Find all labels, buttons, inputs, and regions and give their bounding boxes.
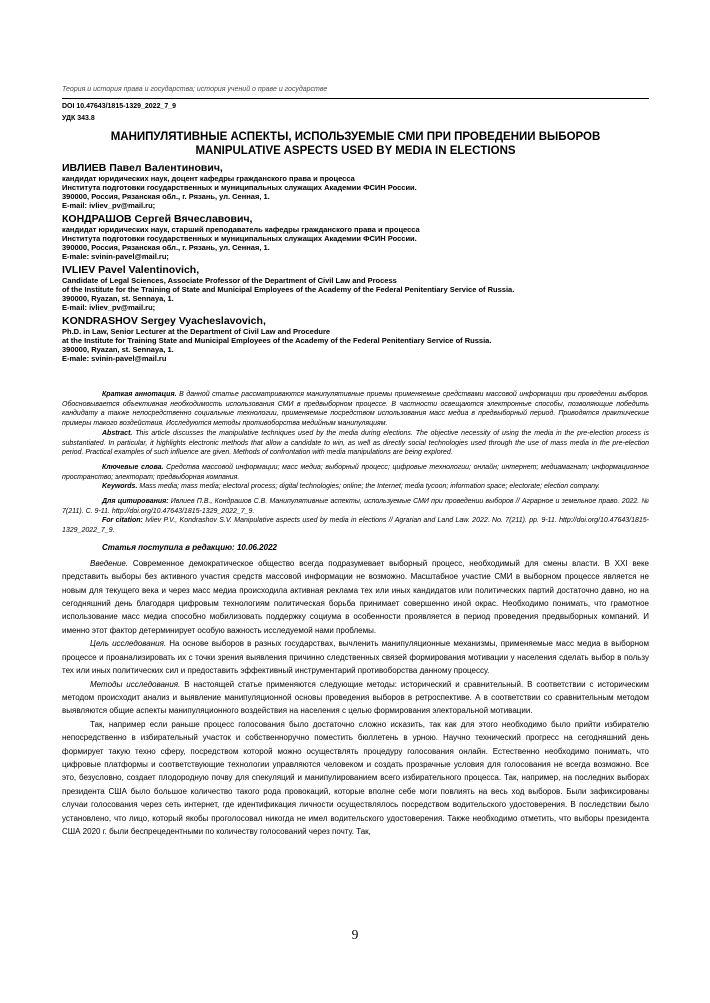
citation-en-label: For citation: bbox=[102, 517, 143, 525]
paragraph-goal bbox=[62, 637, 649, 677]
paragraph-text: На основе выборов в разных государствах, вычленить манипуляционные механизмы, применяемые масс медиа в выборном процессе и проанализировать их с точки зрения выявления причинно следственных связей формирования мотивации у населения сделать выбор в пользу тех или иных политических сил и предоставить эффективный инструментарий противоборства данному процессу. bbox=[62, 639, 649, 676]
author-detail-line: Candidate of Legal Sciences, Associate Professor of the Department of Civil Law and Process bbox=[62, 276, 397, 285]
keywords-ru-label: Ключевые слова. bbox=[102, 463, 164, 471]
citation-ru bbox=[62, 497, 649, 516]
paragraph-methods bbox=[62, 678, 649, 718]
article-body bbox=[62, 557, 649, 839]
author-email-line: E-male: svinin-pavel@mail.ru; bbox=[62, 252, 169, 261]
author-name: IVLIEV Pavel Valentinovich, bbox=[62, 264, 200, 276]
abstract-ru-text: В данной статье рассматриваются манипулятивные приемы применяемые средствами массовой информации при проведении выборов. Обосновывается объективная необходимость использования СМИ в предвыборном процессе. В частности освещаются электронные способы, позволяющие победить кандидату а также непосредственно социальные технологии, применяемые посредством использования масс медиа в предвыборный период. Приводятся практические примеры такого воздействия. Исследуются методы противоборства медийным манипуляциям. bbox=[62, 391, 649, 428]
received-date: Статья поступила в редакцию: 10.06.2022 bbox=[102, 542, 277, 552]
author-name: KONDRASHOV Sergey Vyacheslavovich, bbox=[62, 315, 266, 327]
paragraph-discussion bbox=[62, 718, 649, 839]
citation-ru-text: Ивлиев П.В., Кондрашов С.В. Манипулятивные аспекты, используемые СМИ при проведении выборов // Аграрное и земельное право. 2022. № 7(211). С. 9-11. http://doi.org/10.47643/1815-1329_2022_7_9. bbox=[62, 498, 649, 515]
author-detail-line: 390000, Ryazan, st. Sennaya, 1. bbox=[62, 294, 174, 303]
paragraph-lead: Методы исследования. bbox=[90, 679, 181, 689]
author-detail-line: Института подготовки государственных и муниципальных служащих Академии ФСИН России. bbox=[62, 183, 417, 192]
udk-label: УДК 343.8 bbox=[62, 115, 95, 122]
keywords-en-label: Keywords. bbox=[102, 483, 138, 491]
running-head: Теория и история права и государства; история учений о праве и государстве bbox=[62, 86, 328, 93]
abstract-ru-label: Краткая аннотация. bbox=[102, 391, 177, 398]
author-email-line: E-mail: ivliev_pv@mail.ru; bbox=[62, 201, 156, 210]
authors-section bbox=[62, 162, 649, 363]
author-detail-line: at the Institute for Training State and Municipal Employees of the Academy of the Federal Penitentiary Service of Russia. bbox=[62, 336, 492, 345]
author-detail-line: Института подготовки государственных и муниципальных служащих Академии ФСИН России. bbox=[62, 234, 417, 243]
page-number: 9 bbox=[351, 927, 359, 942]
abstract-section bbox=[62, 390, 649, 536]
author-detail-line: кандидат юридических наук, старший преподаватель кафедры гражданского права и процесса bbox=[62, 225, 420, 234]
author-en-ivliev bbox=[62, 264, 649, 312]
author-en-kondrashov bbox=[62, 315, 649, 363]
paragraph-lead: Цель исследования. bbox=[90, 639, 167, 649]
citation-en bbox=[62, 516, 649, 535]
doi-label: DOI 10.47643/1815-1329_2022_7_9 bbox=[62, 103, 177, 110]
author-detail-line: 390000, Россия, Рязанская обл., г. Рязань, ул. Сенная, 1. bbox=[62, 192, 270, 201]
abstract-en-text: This article discusses the manipulative techniques used by the media during elections. The objective necessity of using the media in the pre-election process is substantiated. In particular, it highlights electronic methods that allow a candidate to win, as well as directly social technologies used through the use of mass media in the pre-election period. Practical examples of such influence are given. Methods of confrontation with media manipulations are being explored. bbox=[62, 429, 649, 457]
abstract-en-label: Abstract. bbox=[102, 429, 133, 437]
author-name: КОНДРАШОВ Сергей Вячеславович, bbox=[62, 213, 253, 225]
author-detail-line: 390000, Ryazan, st. Sennaya, 1. bbox=[62, 345, 174, 354]
header-rule bbox=[62, 98, 649, 99]
paragraph-text: Современное демократическое общество всегда подразумевает выборный процесс, необходимый для смены власти. В XXI веке представить выборы без активного участия средств массовой информации не возможно. Масштабное участие СМИ в выборном процессе является не новым для текущего века и через масс медиа происходила активная реклама тех или иных кандидатов или политических партий достаточно давно, но на сегодняшний день благодаря цифровым технологиям политическая борьба принимает совершенно иной окрас. Необходимо понимать, что грамотное использование масс медиа способно мобилизовать поддержку социума в особенности проявляется в период проведения предвыборных компаний. И именно этот фактор детерминирует особую важность исследуемой нами проблемы. bbox=[62, 558, 650, 635]
author-ru-kondrashov bbox=[62, 213, 649, 261]
author-ru-ivliev bbox=[62, 162, 649, 210]
author-email-line: E-mail: ivliev_pv@mail.ru; bbox=[62, 303, 156, 312]
abstract-en bbox=[62, 429, 649, 458]
keywords-en bbox=[62, 482, 649, 492]
keywords-en-text: Mass media; mass media; electoral process; digital technologies; online; the Internet; media tycoon; information space; electorate; election company. bbox=[139, 483, 600, 491]
keywords-ru bbox=[62, 463, 649, 482]
citation-en-text: Ivliev P.V., Kondrashov S.V. Manipulative aspects used by media in elections // Agrarian and Land Law. 2022. No. 7(211). pp. 9-11. http://doi.org/10.47643/1815-1329_2022_7_9. bbox=[62, 517, 649, 535]
author-detail-line: Ph.D. in Law, Senior Lecturer at the Department of Civil Law and Procedure bbox=[62, 327, 331, 336]
author-detail-line: 390000, Россия, Рязанская обл., г. Рязань, ул. Сенная, 1. bbox=[62, 243, 270, 252]
citation-ru-label: Для цитирования: bbox=[102, 498, 169, 506]
keywords-ru-text: Средства массовой информации; масс медиа; выборный процесс; цифровые технологии; онлайн; интернет; медиамагнат; информационное пространство; электорат; предвыборная компания. bbox=[62, 463, 649, 481]
author-email-line: E-male: svinin-pavel@mail.ru bbox=[62, 354, 167, 363]
article-title-ru: МАНИПУЛЯТИВНЫЕ АСПЕКТЫ, ИСПОЛЬЗУЕМЫЕ СМИ ПРИ ПРОВЕДЕНИИ ВЫБОРОВ bbox=[110, 131, 601, 143]
author-detail-line: кандидат юридических наук, доцент кафедры гражданского права и процесса bbox=[62, 174, 355, 183]
article-title-en: MANIPULATIVE ASPECTS USED BY MEDIA IN ELECTIONS bbox=[195, 145, 516, 157]
abstract-ru bbox=[62, 390, 649, 429]
paragraph-text: Так, например если раньше процесс голосования было достаточно сложно исказить, так как для этого необходимо было прийти избирателю непосредственно в избирательный участок и собственноручно поместить бюллетень в урною. Научно технический прогресс на сегодняшний день формирует такую техно сферу, посредством которой можно осуществлять процедуру голосования онлайн. Естественно необходимо понимать, что цифровые платформы и соответствующие технологии управляются человеком и создать прозрачные условия для голосования не всегда возможно. Все это, безусловно, создает плодородную почву для спекуляций и манипулированием всего избирательного процесса. Так, например, на последних выборах президента США было большое количество такого рода провокаций, которые вполне себе моги повлиять на весь ход выборов. Были зафиксированы случаи голосования через сеть интернет, где идентификация личности осуществлялось посредством водительского удостоверения. В последствии было установлено, что лицо, который якобы проголосовал никогда не имел водительского удостоверения. Также необходимо отметить, что выборы президента США 2020 г. были беспрецедентными по количеству голосований через почту. Так, bbox=[62, 719, 649, 836]
author-detail-line: of the Institute for the Training of State and Municipal Employees of the Academy of the Federal Penitentiary Service of Russia. bbox=[62, 285, 515, 294]
paragraph-introduction bbox=[62, 557, 649, 637]
author-name: ИВЛИЕВ Павел Валентинович, bbox=[62, 162, 223, 174]
paragraph-lead: Введение. bbox=[90, 558, 129, 568]
paragraph-text: В настоящей статье применяются следующие методы: исторический и сравнительный. В соответствии с историческим методом происходит анализ и выявление манипуляционной основы проведения выборов в ретроспективе. А в соответствии со сравнительным методом выявляются общие аспекты манипуляционного воздействия на населения с целью формирования электоральной мотивации. bbox=[62, 679, 649, 716]
